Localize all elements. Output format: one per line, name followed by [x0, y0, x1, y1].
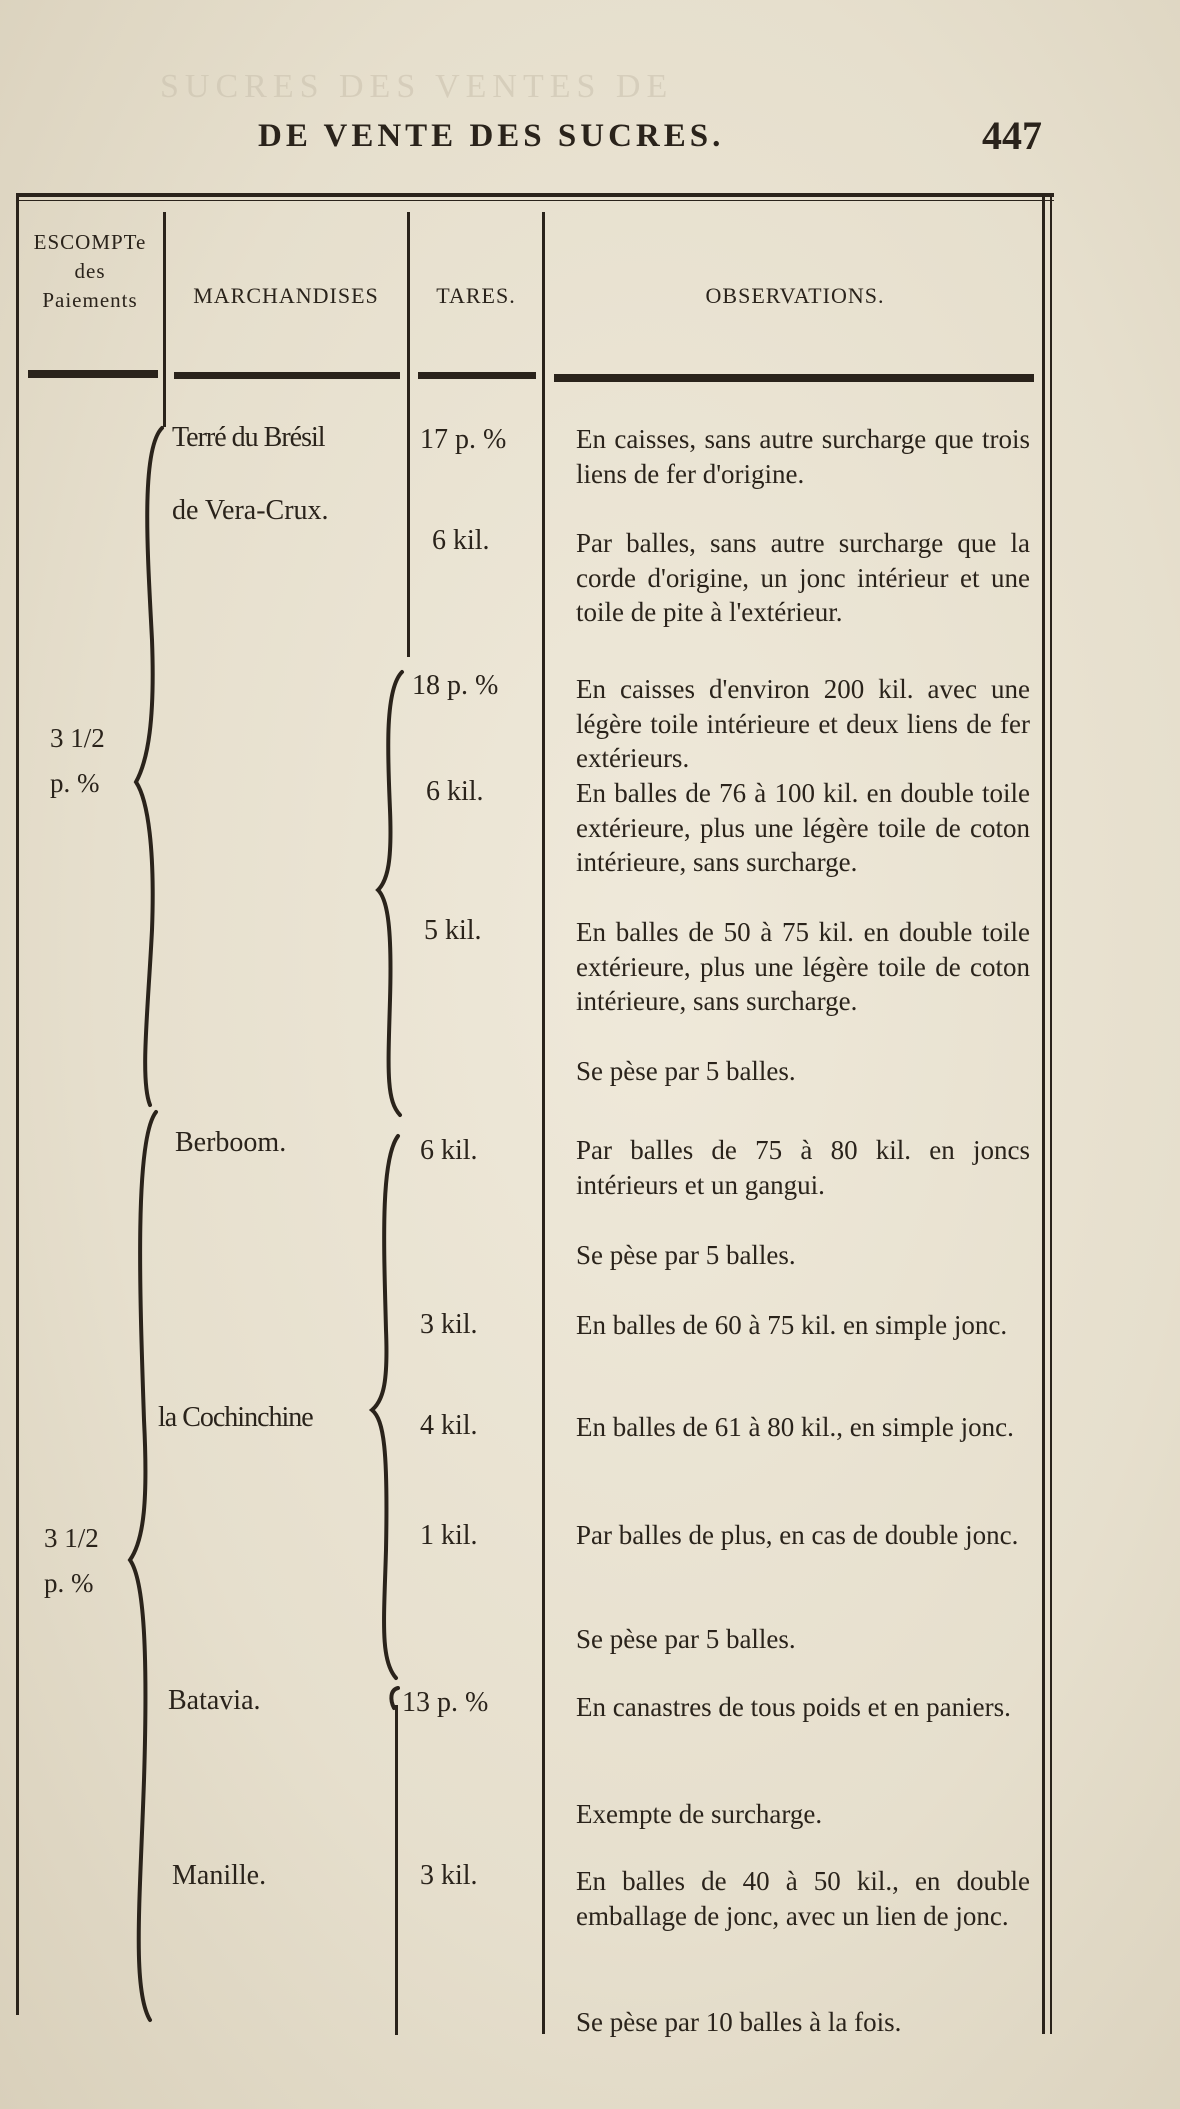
- brace-tares-group-3: [391, 1688, 398, 1708]
- brace-merchandise-group-2: [130, 1112, 156, 2020]
- running-title: DE VENTE DES SUCRES.: [258, 118, 725, 154]
- observation-11: Par balles de plus, en cas de double jonc.: [576, 1520, 1019, 1550]
- merchandise-2: de Vera-Crux.: [172, 495, 329, 526]
- brace-merchandise-group-1: [136, 428, 162, 1105]
- tare-11: 3 kil.: [420, 1860, 478, 1891]
- tare-7: 3 kil.: [420, 1309, 478, 1340]
- tare-10: 13 p. %: [402, 1687, 489, 1718]
- observation-12: Se pèse par 5 balles.: [576, 1624, 796, 1654]
- tare-2: 6 kil.: [432, 525, 490, 556]
- observation-7: Par balles de 75 à 80 kil. en joncs intérieurs et un gangui.: [576, 1135, 1030, 1200]
- escompte-2-unit: p. %: [44, 1568, 94, 1598]
- observation-14: Exempte de surcharge.: [576, 1799, 823, 1829]
- merchandise-4: la Cochinchine: [158, 1402, 313, 1433]
- brace-tares-group-1: [378, 672, 402, 1115]
- tare-8: 4 kil.: [420, 1410, 478, 1441]
- observation-13: En canastres de tous poids et en paniers.: [576, 1692, 1011, 1722]
- header-escompte-line-2: des: [74, 259, 106, 284]
- header-observations: OBSERVATIONS.: [705, 283, 885, 308]
- brace-tares-group-2: [372, 1136, 398, 1678]
- tare-9: 1 kil.: [420, 1520, 478, 1551]
- observation-15: En balles de 40 à 50 kil., en double emballage de jonc, avec un lien de jonc.: [576, 1866, 1030, 1931]
- observation-1: En caisses, sans autre surcharge que trois liens de fer d'origine.: [576, 424, 1030, 489]
- tare-6: 6 kil.: [420, 1135, 478, 1166]
- observation-2: Par balles, sans autre surcharge que la corde d'origine, un jonc intérieur et une toile de pite à l'extérieur.: [576, 528, 1030, 627]
- escompte-2-rate: 3 1/2: [44, 1523, 99, 1553]
- tare-3: 18 p. %: [412, 670, 499, 701]
- observation-9: En balles de 60 à 75 kil. en simple jonc.: [576, 1310, 1008, 1340]
- tare-4: 6 kil.: [426, 776, 484, 807]
- observation-3: En caisses d'environ 200 kil. avec une légère toile intérieure et deux liens de fer extérieurs.: [576, 674, 1030, 773]
- observation-4: En balles de 76 à 100 kil. en double toile extérieure, plus une légère toile de coton intérieure, sans surcharge.: [576, 778, 1030, 877]
- merchandise-1: Terré du Brésil: [172, 422, 325, 453]
- header-escompte-line-3: Paiements: [42, 288, 138, 313]
- tare-1: 17 p. %: [420, 424, 507, 455]
- header-tares: TARES.: [436, 283, 516, 308]
- observation-8: Se pèse par 5 balles.: [576, 1240, 796, 1270]
- observation-6: Se pèse par 5 balles.: [576, 1056, 796, 1086]
- escompte-1-rate: 3 1/2: [50, 723, 105, 753]
- page-number: 447: [982, 113, 1042, 158]
- bleed-through-text: SUCRES DES VENTES DE: [160, 68, 674, 105]
- merchandise-3: Berboom.: [175, 1127, 287, 1158]
- observation-10: En balles de 61 à 80 kil., en simple jonc.: [576, 1412, 1014, 1442]
- merchandise-6: Manille.: [172, 1860, 267, 1891]
- observation-5: En balles de 50 à 75 kil. en double toile extérieure, plus une légère toile de coton intérieure, sans surcharge.: [576, 917, 1030, 1016]
- header-escompte-line-1: ESCOMPTe: [33, 230, 147, 254]
- merchandise-5: Batavia.: [168, 1685, 261, 1716]
- observation-16: Se pèse par 10 balles à la fois.: [576, 2007, 902, 2037]
- tare-5: 5 kil.: [424, 915, 482, 946]
- header-marchandises: MARCHANDISES: [193, 283, 379, 308]
- escompte-1-unit: p. %: [50, 768, 100, 798]
